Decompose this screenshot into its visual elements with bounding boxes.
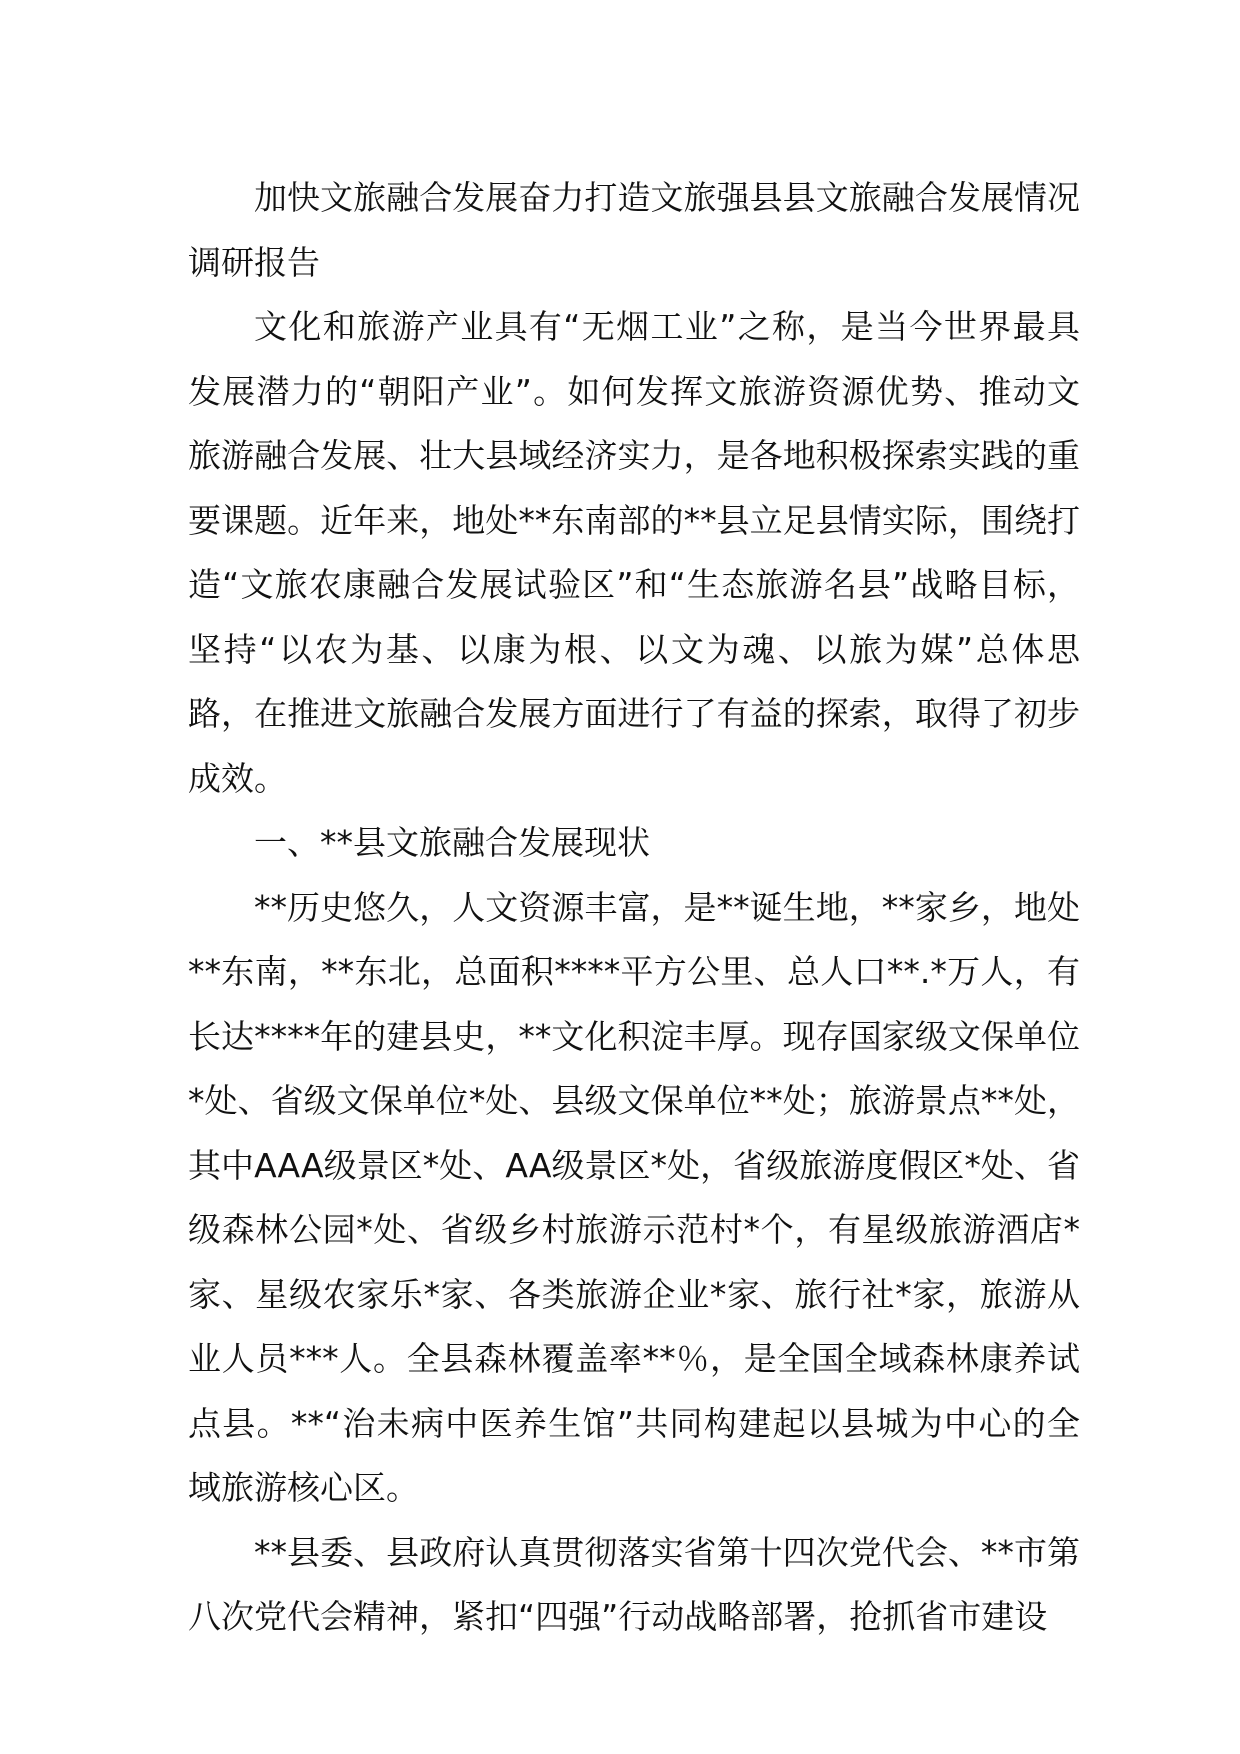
section-heading-1: 一、**县文旅融合发展现状 — [254, 823, 650, 862]
paragraph-intro: 文化和旅游产业具有“无烟工业”之称，是当今世界最具发展潜力的“朝阳产业”。如何发挥文旅游资源优势、推动文旅游融合发展、壮大县域经济实力，是各地积极探索实践的重要课题。近年来，地处**东南部的**县立足县情实际，围绕打造“文旅农康融合发展试验区”和“生态旅游名县”战略目标，坚持“以农为基、以康为根、以文为魂、以旅为媒”总体思路，在推进文旅融合发展方面进行了有益的探索，取得了初步成效。 — [188, 307, 1080, 798]
document-body — [188, 166, 1080, 1650]
document-title: 加快文旅融合发展奋力打造文旅强县县文旅融合发展情况调研报告 — [188, 178, 1080, 282]
paragraph-county-policy: **县委、县政府认真贯彻落实省第十四次党代会、**市第八次党代会精神，紧扣“四强”行动战略部署，抢抓省市建设 — [188, 1532, 1080, 1636]
paragraph-history: **历史悠久，人文资源丰富，是**诞生地，**家乡，地处**东南，**东北，总面积****平方公里、总人口**.*万人，有长达****年的建县史，**文化积淀丰厚。现存国家级文保单位*处、省级文保单位*处、县级文保单位**处；旅游景点**处，其中AAA级景区*处、AA级景区*处，省级旅游度假区*处、省级森林公园*处、省级乡村旅游示范村*个，有星级旅游酒店*家、星级农家乐*家、各类旅游企业*家、旅行社*家，旅游从业人员***人。全县森林覆盖率**％，是全国全域森林康养试点县。**“治未病中医养生馆”共同构建起以县城为中心的全域旅游核心区。 — [188, 887, 1080, 1507]
